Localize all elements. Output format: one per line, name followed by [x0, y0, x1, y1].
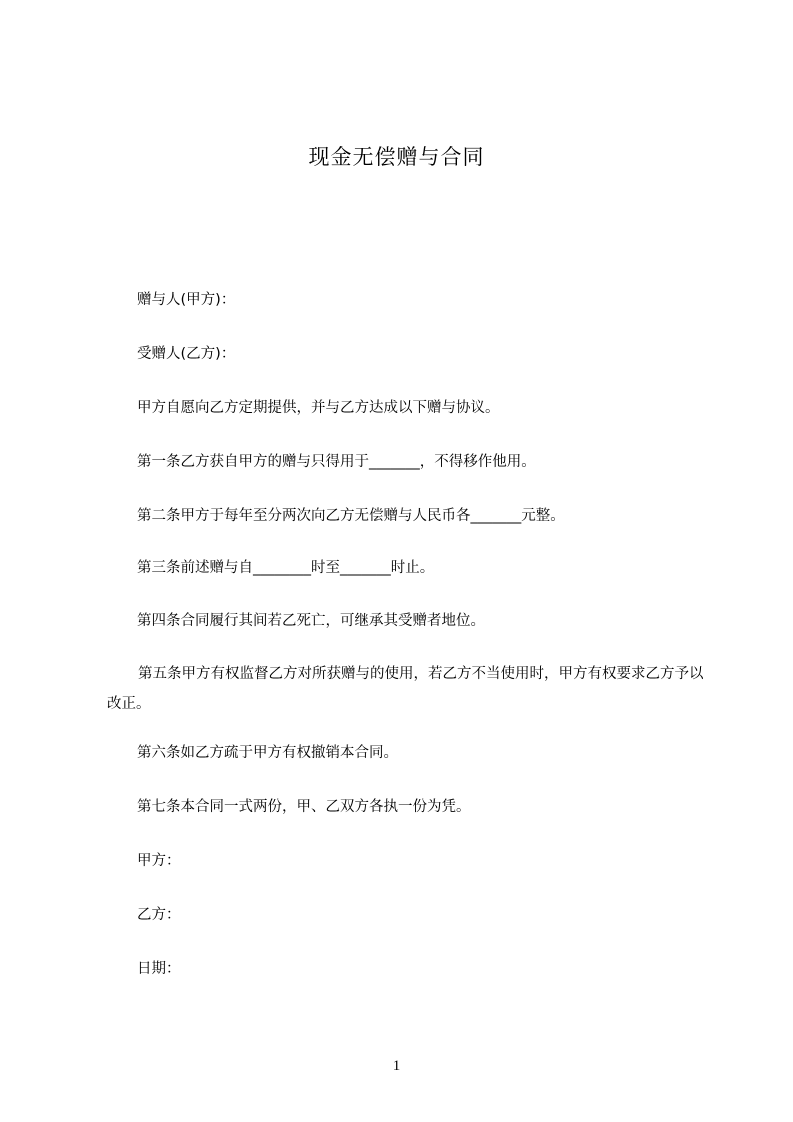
article-4: 第四条合同履行其间若乙死亡，可继承其受赠者地位。 [137, 613, 485, 629]
article-5: 第五条甲方有权监督乙方对所获赠与的使用，若乙方不当使用时，甲方有权要求乙方予以改正。 [107, 666, 704, 712]
intro-paragraph: 甲方自愿向乙方定期提供，并与乙方达成以下赠与协议。 [137, 400, 500, 416]
article-1: 第一条乙方获自甲方的赠与只得用于_______，不得移作他用。 [137, 454, 536, 470]
article-2: 第二条甲方于每年至分两次向乙方无偿赠与人民币各_______元整。 [137, 508, 565, 524]
article-6: 第六条如乙方疏于甲方有权撤销本合同。 [137, 745, 398, 761]
party-a-signature-line: 甲方： [137, 853, 181, 869]
date-line: 日期： [137, 961, 181, 977]
page-number: 1 [392, 1058, 401, 1074]
donor-line: 赠与人(甲方)： [137, 292, 236, 308]
party-b-signature-line: 乙方： [137, 907, 181, 923]
article-7: 第七条本合同一式两份，甲、乙双方各执一份为凭。 [137, 799, 471, 815]
article-3: 第三条前述赠与自________时至_______时止。 [137, 560, 435, 576]
document-title: 现金无偿赠与合同 [308, 145, 485, 169]
donee-line: 受赠人(乙方)： [137, 346, 236, 362]
